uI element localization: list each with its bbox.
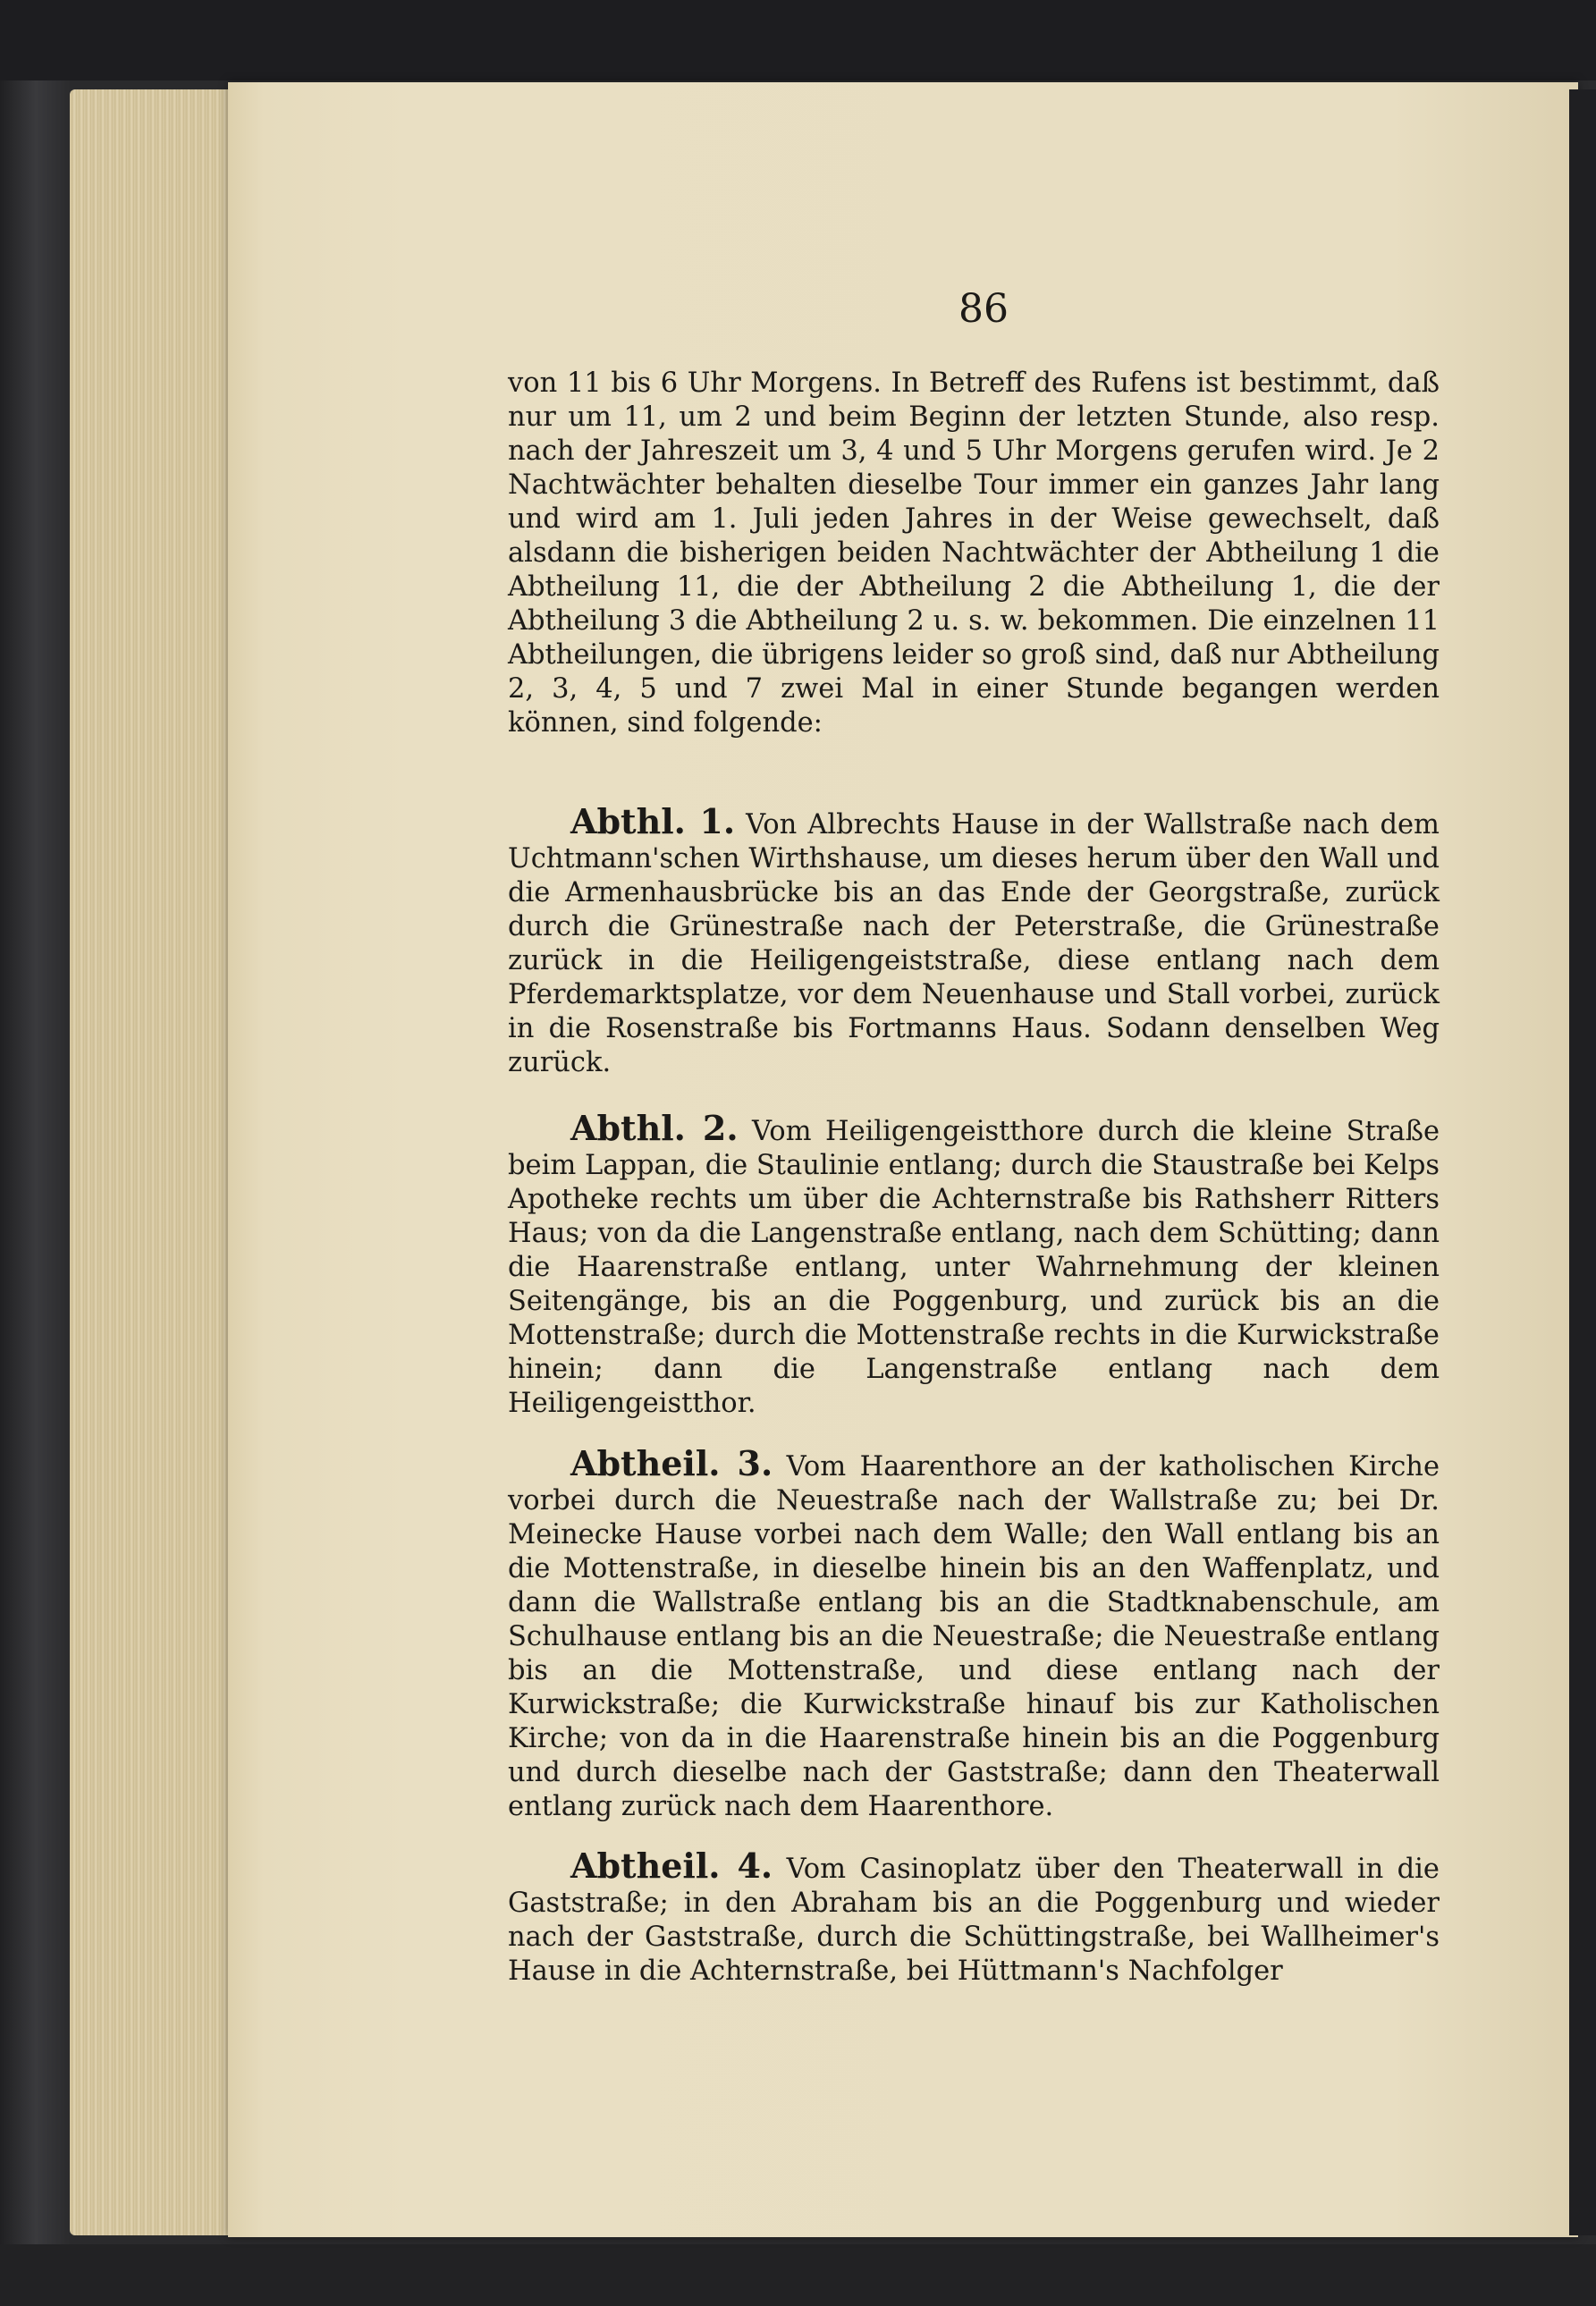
intro-paragraph [508,367,1440,740]
section-text: Vom Casinoplatz über den Theaterwall in die Gaststraße; in den Abraham bis an die Poggenburg und wieder nach der Gaststraße, durch die Schüttingstraße, bei Wallheimer's Hause in die Achternstraße, bei Hüttmann's Nachfolger [508,1854,1440,1987]
section-text: Vom Haarenthore an der katholischen Kirche vorbei durch die Neuestraße nach der Wallstraße zu; bei Dr. Meinecke Hause vorbei nach dem Walle; den Wall entlang bis an die Mottenstraße, in dieselbe hinein bis an den Waffenplatz, und dann die Wallstraße entlang bis an die Stadtknabenschule, am Schulhause entlang bis an die Neuestraße; die Neuestraße entlang bis an die Mottenstraße, und diese entlang nach der Kurwickstraße; die Kurwickstraße hinauf bis zur Katholischen Kirche; von da in die Haarenstraße hinein bis an die Poggenburg und durch dieselbe nach der Gaststraße; dann den Theaterwall entlang zurück nach dem Haarenthore. [508,1451,1440,1822]
intro-text: von 11 bis 6 Uhr Morgens. In Betreff des Rufens ist bestimmt, daß nur um 11, um 2 und beim Beginn der letzten Stunde, also resp. nach der Jahreszeit um 3, 4 und 5 Uhr Morgens gerufen wird. Je 2 Nachtwächter behalten dieselbe Tour immer ein ganzes Jahr lang und wird am 1. Juli jeden Jahres in der Weise gewechselt, daß alsdann die bisherigen beiden Nachtwächter der Abtheilung 1 die Abtheilung 11, die der Abtheilung 2 die Abtheilung 1, die der Abtheilung 3 die Abtheilung 2 u. s. w. bekommen. Die einzelnen 11 Abtheilungen, die übrigens leider so groß sind, daß nur Abtheilung 2, 3, 4, 5 und 7 zwei Mal in einer Stunde begangen werden können, sind folgende: [508,367,1440,739]
section-text: Von Albrechts Hause in der Wallstraße nach dem Uchtmann'schen Wirthshause, um dieses herum über den Wall und die Armenhausbrücke bis an das Ende der Georgstraße, zurück durch die Grünestraße nach der Peterstraße, die Grünestraße zurück in die Heiligengeiststraße, diese entlang nach dem Pferdemarktsplatze, vor dem Neuenhause und Stall vorbei, zurück in die Rosenstraße bis Fortmanns Haus. Sodann denselben Weg zurück. [508,809,1440,1078]
book-cover-top [0,0,1596,80]
section-heading: Abtheil. 4. [570,1846,773,1886]
page-edges [70,89,240,2235]
book-cover-right [1569,89,1596,2235]
book-cover-bottom [0,2244,1596,2306]
section-abtheil-3 [508,1443,1440,1824]
section-heading: Abtheil. 3. [570,1443,773,1483]
section-abthl-2 [508,1108,1440,1421]
section-abthl-1 [508,801,1440,1080]
book-spine [0,80,72,2306]
section-text: Vom Heiligengeistthore durch die kleine Straße beim Lappan, die Staulinie entlang; durch die Staustraße bei Kelps Apotheke rechts um über die Achternstraße bis Rathsherr Ritters Haus; von da die Langenstraße entlang, nach dem Schütting; dann die Haarenstraße entlang, unter Wahrnehmung der kleinen Seitengänge, bis an die Poggenburg, und zurück bis an die Mottenstraße; durch die Mottenstraße rechts in die Kurwickstraße hinein; dann die Langenstraße entlang nach dem Heiligengeistthor. [508,1116,1440,1419]
section-abtheil-4 [508,1846,1440,1989]
section-heading: Abthl. 2. [570,1108,739,1148]
section-heading: Abthl. 1. [570,801,736,841]
page-number: 86 [958,286,1009,332]
